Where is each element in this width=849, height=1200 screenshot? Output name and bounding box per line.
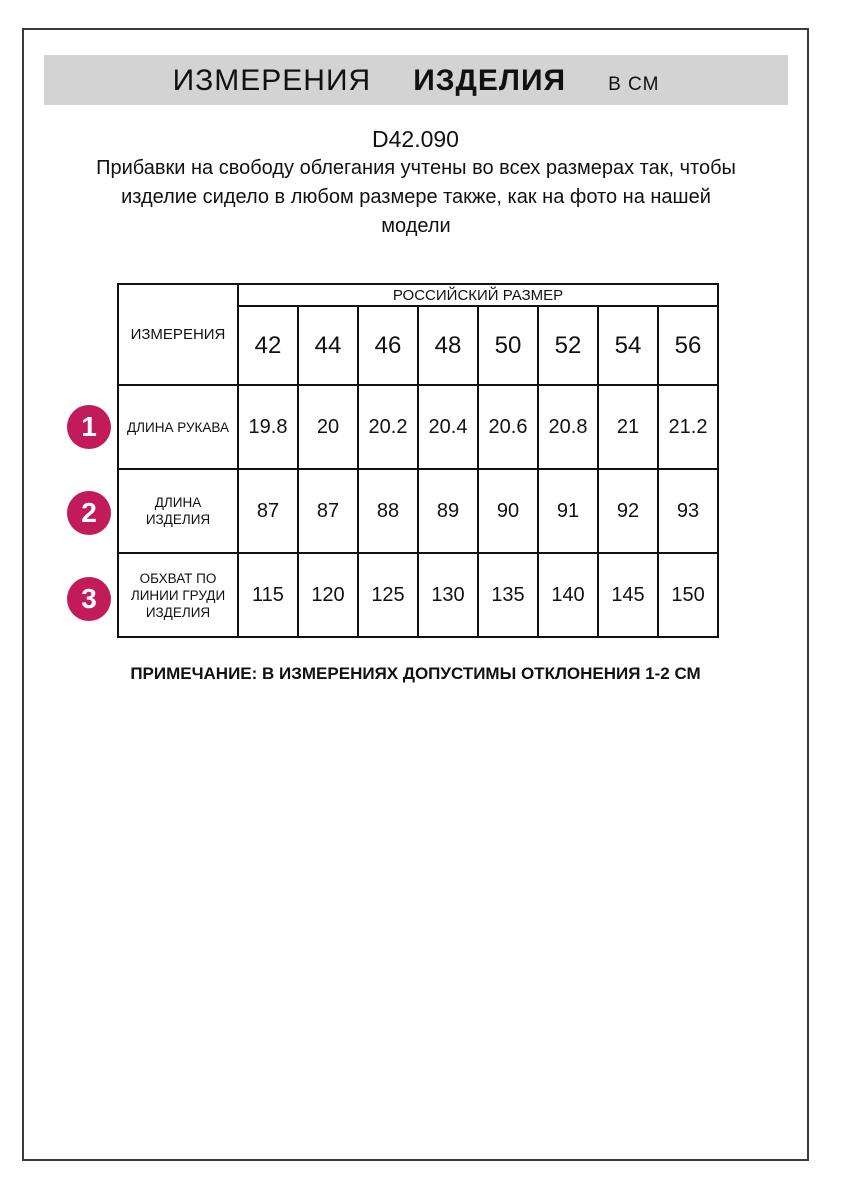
size-header: 52	[538, 306, 598, 385]
table-group-header-row	[118, 284, 718, 306]
measurement-value: 87	[298, 469, 358, 553]
measurement-value: 150	[658, 553, 718, 637]
measurement-value: 125	[358, 553, 418, 637]
table-row-sleeve-length	[118, 385, 718, 469]
russian-size-header: РОССИЙСКИЙ РАЗМЕР	[238, 284, 718, 306]
measurement-value: 20.2	[358, 385, 418, 469]
size-header: 54	[598, 306, 658, 385]
measurement-value: 21.2	[658, 385, 718, 469]
row-label: ОБХВАТ ПО ЛИНИИ ГРУДИ ИЗДЕЛИЯ	[118, 553, 238, 637]
measurement-value: 135	[478, 553, 538, 637]
measurement-value: 19.8	[238, 385, 298, 469]
row-number-badge-2: 2	[67, 491, 111, 535]
model-code: D42.090	[372, 126, 459, 152]
measurement-value: 20.8	[538, 385, 598, 469]
measurement-value: 91	[538, 469, 598, 553]
measurement-value: 87	[238, 469, 298, 553]
page-frame	[22, 28, 809, 1161]
measurement-value: 20.6	[478, 385, 538, 469]
row-label: ДЛИНА ИЗДЕЛИЯ	[118, 469, 238, 553]
row-label: ДЛИНА РУКАВА	[118, 385, 238, 469]
measurement-value: 115	[238, 553, 298, 637]
title-word-product: ИЗДЕЛИЯ	[413, 64, 567, 97]
title-word-measurements: ИЗМЕРЕНИЯ	[172, 64, 372, 97]
measurement-value: 88	[358, 469, 418, 553]
measurement-value: 21	[598, 385, 658, 469]
measurement-value: 120	[298, 553, 358, 637]
row-number-badge-3: 3	[67, 577, 111, 621]
size-header: 46	[358, 306, 418, 385]
size-header: 42	[238, 306, 298, 385]
measurement-value: 145	[598, 553, 658, 637]
tolerance-note: ПРИМЕЧАНИЕ: В ИЗМЕРЕНИЯХ ДОПУСТИМЫ ОТКЛОНЕНИЯ 1-2 СМ	[130, 664, 701, 683]
table-row-chest-girth	[118, 553, 718, 637]
size-header: 48	[418, 306, 478, 385]
size-table	[117, 283, 719, 638]
size-header: 56	[658, 306, 718, 385]
measurement-value: 89	[418, 469, 478, 553]
measurement-value: 20.4	[418, 385, 478, 469]
row-number-badge-1: 1	[67, 405, 111, 449]
size-header: 44	[298, 306, 358, 385]
measurement-value: 92	[598, 469, 658, 553]
size-header: 50	[478, 306, 538, 385]
title-unit-cm: В СМ	[608, 74, 660, 95]
measurement-value: 140	[538, 553, 598, 637]
measurement-value: 20	[298, 385, 358, 469]
title-bar	[44, 55, 788, 105]
measurement-value: 90	[478, 469, 538, 553]
measurements-column-header: ИЗМЕРЕНИЯ	[118, 284, 238, 385]
measurement-value: 130	[418, 553, 478, 637]
fit-description: Прибавки на свободу облегания учтены во всех размерах так, чтобы изделие сидело в любом размере также, как на фото на нашей модели	[96, 157, 736, 237]
measurement-value: 93	[658, 469, 718, 553]
table-row-product-length	[118, 469, 718, 553]
